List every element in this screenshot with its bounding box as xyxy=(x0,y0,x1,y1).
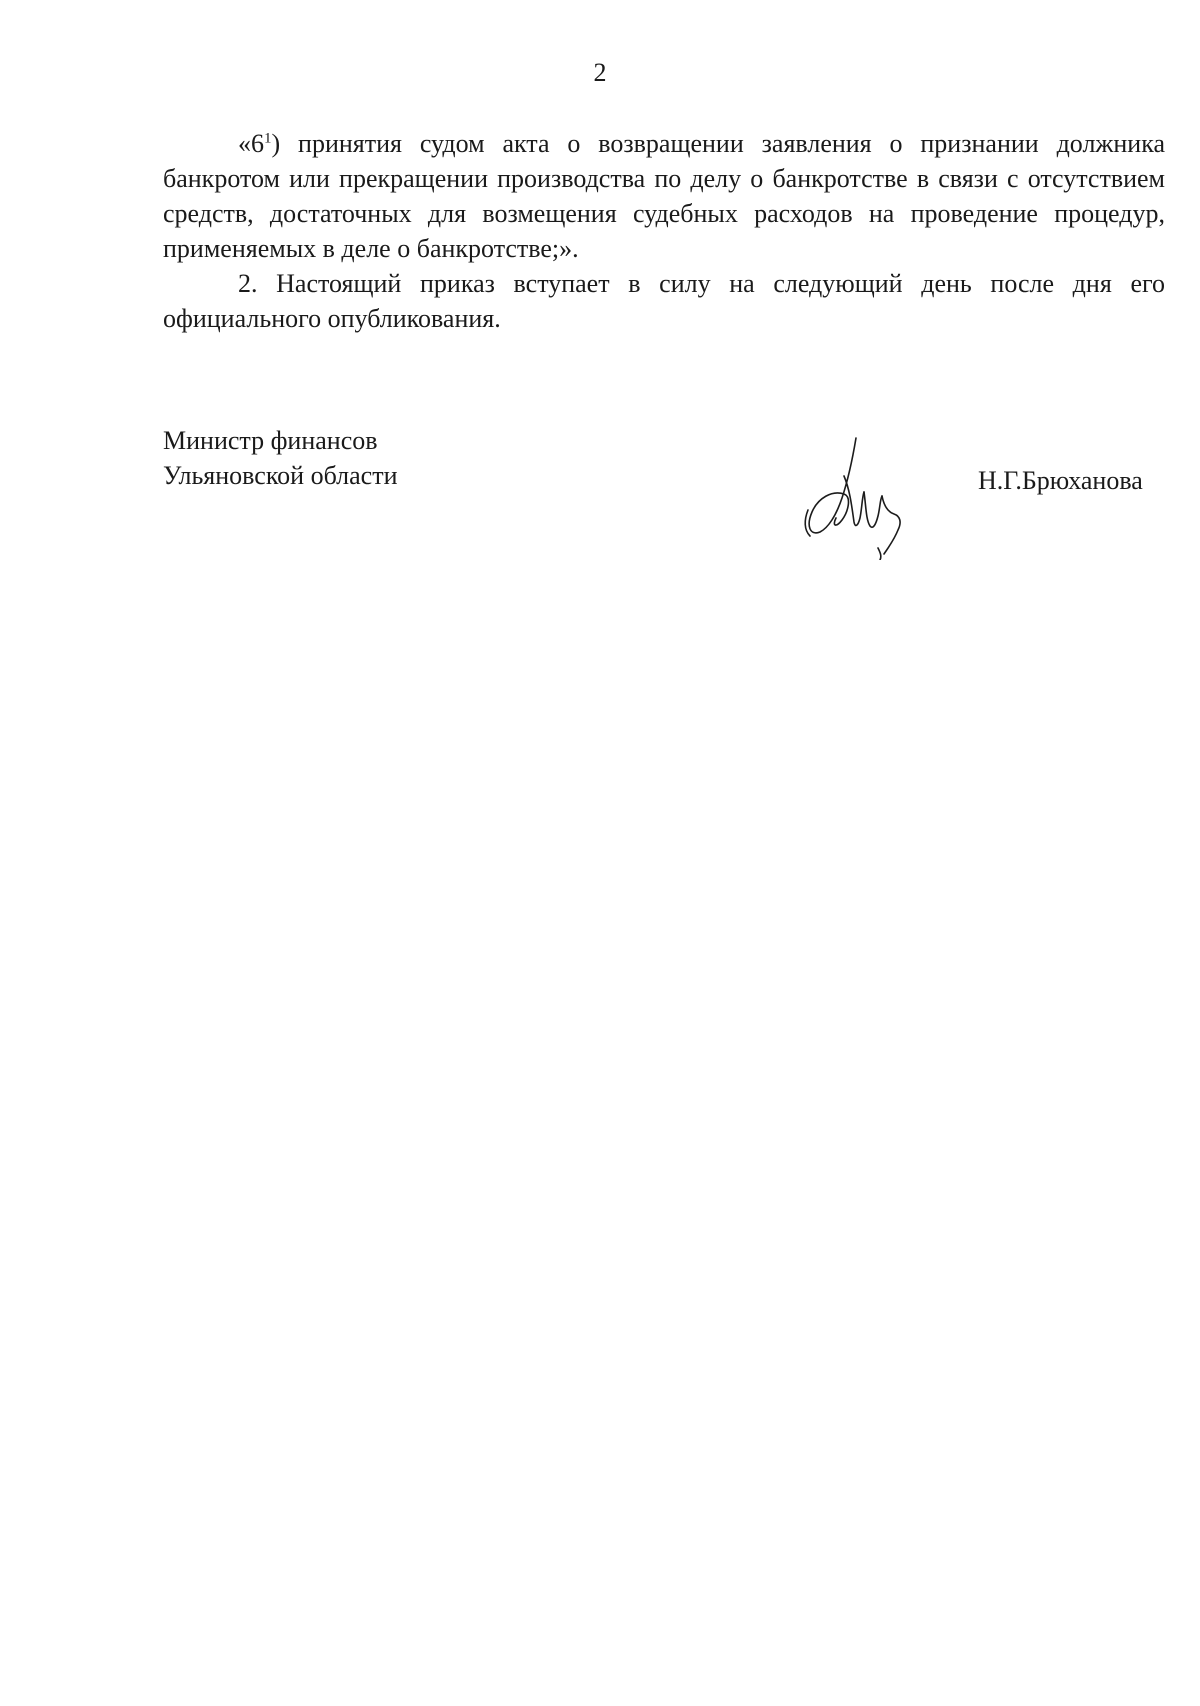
signer-name: Н.Г.Брюханова xyxy=(978,466,1143,495)
signatory-position xyxy=(163,423,397,493)
position-line-2: Ульяновской области xyxy=(163,461,398,490)
position-line-1: Министр финансов xyxy=(163,426,378,455)
document-body xyxy=(163,126,1165,336)
paragraph-amendment-prefix: «6 xyxy=(238,129,264,158)
paragraph-amendment-text: ) принятия судом акта о возвращении заявления о признании должника банкротом или прекращении производства по делу о банкротстве в связи с отсутствием средств, достаточных для возмещения судебных расходов на проведение процедур, применяемых в деле о банкротстве;». xyxy=(163,129,1165,263)
paragraph-effective-date xyxy=(163,266,1165,336)
paragraph-effective-date-text: 2. Настоящий приказ вступает в силу на следующий день после дня его официального опубликования. xyxy=(163,269,1165,333)
handwritten-signature xyxy=(798,436,910,560)
page-number: 2 xyxy=(593,58,607,87)
paragraph-amendment xyxy=(163,126,1165,266)
paragraph-amendment-superscript: 1 xyxy=(264,130,272,147)
